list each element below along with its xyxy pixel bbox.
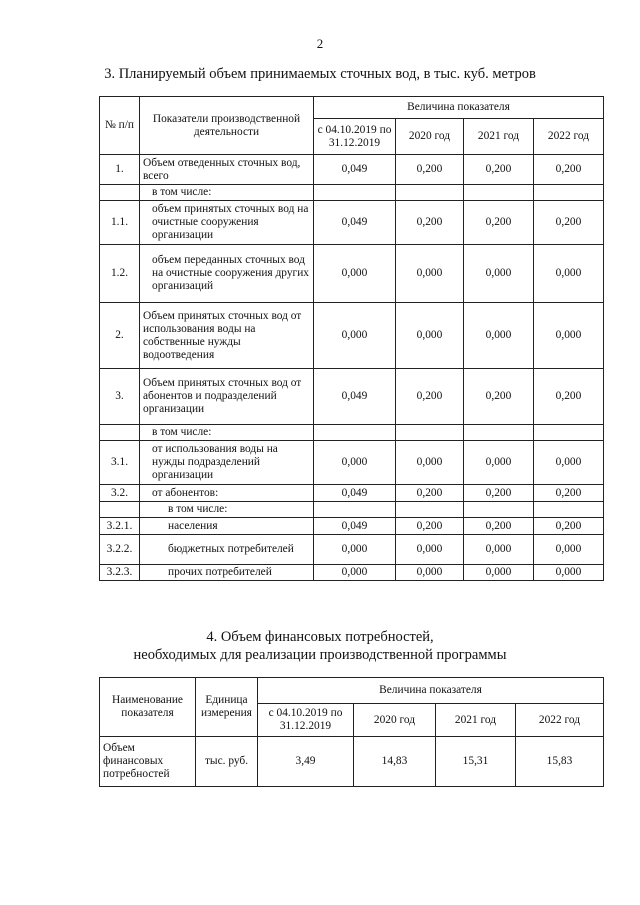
- value-cell: 0,200: [464, 369, 534, 425]
- row-number-cell: [100, 425, 140, 441]
- fin-value-cell: 15,83: [516, 737, 604, 787]
- row-label-cell: объем принятых сточных вод на очистные сооружения организации: [140, 201, 314, 245]
- header-num: № п/п: [100, 97, 140, 155]
- value-cell: [464, 502, 534, 518]
- table-row: [100, 303, 604, 369]
- section4-title-line1: 4. Объем финансовых потребностей,: [206, 629, 434, 645]
- value-cell: 0,200: [396, 485, 464, 502]
- fin-value-cell: 15,31: [436, 737, 516, 787]
- fin-value-cell: 14,83: [354, 737, 436, 787]
- row-label-cell: в том числе:: [140, 502, 314, 518]
- value-cell: [396, 425, 464, 441]
- fin-value-cell: 3,49: [258, 737, 354, 787]
- fin-header-2020: 2020 год: [354, 704, 436, 737]
- row-number-cell: [100, 502, 140, 518]
- row-label-cell: от использования воды на нужды подразделений организации: [140, 441, 314, 485]
- row-label-cell: Объем принятых сточных вод от использования воды на собственные нужды водоотведения: [140, 303, 314, 369]
- value-cell: 0,049: [314, 518, 396, 535]
- value-cell: 0,000: [314, 535, 396, 565]
- value-cell: 0,200: [396, 155, 464, 185]
- table-row: [100, 737, 604, 787]
- row-label-cell: прочих потребителей: [140, 565, 314, 581]
- value-cell: 0,200: [396, 201, 464, 245]
- row-number-cell: 3.1.: [100, 441, 140, 485]
- row-label-cell: Объем отведенных сточных вод, всего: [140, 155, 314, 185]
- table-row: [100, 425, 604, 441]
- value-cell: [534, 185, 604, 201]
- value-cell: 0,200: [534, 518, 604, 535]
- row-number-cell: 1.2.: [100, 245, 140, 303]
- value-cell: 0,000: [396, 565, 464, 581]
- value-cell: 0,000: [464, 535, 534, 565]
- value-cell: 0,049: [314, 155, 396, 185]
- row-label-cell: в том числе:: [140, 185, 314, 201]
- fin-unit-cell: тыс. руб.: [196, 737, 258, 787]
- value-cell: 0,000: [396, 245, 464, 303]
- value-cell: 0,049: [314, 485, 396, 502]
- value-cell: 0,000: [314, 441, 396, 485]
- value-cell: 0,000: [314, 245, 396, 303]
- row-number-cell: 1.1.: [100, 201, 140, 245]
- value-cell: [396, 502, 464, 518]
- value-cell: 0,200: [534, 369, 604, 425]
- value-cell: 0,000: [314, 565, 396, 581]
- table-row: [100, 155, 604, 185]
- value-cell: 0,049: [314, 369, 396, 425]
- financial-needs-table: [99, 677, 604, 787]
- value-cell: 0,000: [396, 441, 464, 485]
- value-cell: [314, 502, 396, 518]
- page-number: 2: [316, 36, 324, 51]
- row-number-cell: 3.2.1.: [100, 518, 140, 535]
- header-indicator: Показатели производственной деятельности: [140, 97, 314, 155]
- row-number-cell: 3.2.2.: [100, 535, 140, 565]
- row-number-cell: 3.2.: [100, 485, 140, 502]
- value-cell: 0,000: [464, 441, 534, 485]
- row-label-cell: бюджетных потребителей: [140, 535, 314, 565]
- section4-title: [0, 628, 640, 664]
- value-cell: 0,000: [396, 535, 464, 565]
- section4-title-line2: необходимых для реализации производственной программы: [133, 647, 507, 663]
- value-cell: [534, 502, 604, 518]
- header-value-group: Величина показателя: [314, 97, 604, 119]
- row-label-cell: от абонентов:: [140, 485, 314, 502]
- value-cell: 0,000: [396, 303, 464, 369]
- table-row: [100, 201, 604, 245]
- wastewater-volume-table: [99, 96, 604, 581]
- value-cell: 0,200: [534, 155, 604, 185]
- table-row: [100, 502, 604, 518]
- value-cell: 0,000: [534, 441, 604, 485]
- value-cell: 0,200: [396, 369, 464, 425]
- row-label-cell: в том числе:: [140, 425, 314, 441]
- value-cell: 0,000: [534, 303, 604, 369]
- value-cell: 0,200: [464, 518, 534, 535]
- value-cell: 0,200: [464, 201, 534, 245]
- table-row: [100, 441, 604, 485]
- table-row: [100, 245, 604, 303]
- fin-header-2021: 2021 год: [436, 704, 516, 737]
- value-cell: 0,000: [534, 565, 604, 581]
- fin-header-name: Наименование показателя: [100, 678, 196, 737]
- table-row: [100, 535, 604, 565]
- fin-header-unit: Единица измерения: [196, 678, 258, 737]
- value-cell: [314, 185, 396, 201]
- value-cell: 0,000: [464, 245, 534, 303]
- fin-header-2022: 2022 год: [516, 704, 604, 737]
- table-row: [100, 518, 604, 535]
- table-row: [100, 185, 604, 201]
- table-row: [100, 485, 604, 502]
- row-number-cell: [100, 185, 140, 201]
- value-cell: 0,200: [534, 201, 604, 245]
- header-2020: 2020 год: [396, 119, 464, 155]
- section3-title: 3. Планируемый объем принимаемых сточных вод, в тыс. куб. метров: [104, 66, 536, 82]
- value-cell: 0,200: [464, 485, 534, 502]
- table-row: [100, 565, 604, 581]
- row-label-cell: объем переданных сточных вод на очистные сооружения других организаций: [140, 245, 314, 303]
- fin-header-value-group: Величина показателя: [258, 678, 604, 704]
- value-cell: 0,000: [464, 565, 534, 581]
- header-period1: с 04.10.2019 по 31.12.2019: [314, 119, 396, 155]
- value-cell: 0,000: [314, 303, 396, 369]
- value-cell: 0,200: [396, 518, 464, 535]
- value-cell: [314, 425, 396, 441]
- value-cell: 0,200: [534, 485, 604, 502]
- value-cell: [534, 425, 604, 441]
- value-cell: [464, 185, 534, 201]
- row-label-cell: населения: [140, 518, 314, 535]
- table-row: [100, 369, 604, 425]
- value-cell: [464, 425, 534, 441]
- header-2021: 2021 год: [464, 119, 534, 155]
- value-cell: [396, 185, 464, 201]
- value-cell: 0,200: [464, 155, 534, 185]
- value-cell: 0,049: [314, 201, 396, 245]
- value-cell: 0,000: [464, 303, 534, 369]
- value-cell: 0,000: [534, 535, 604, 565]
- row-number-cell: 1.: [100, 155, 140, 185]
- row-label-cell: Объем принятых сточных вод от абонентов и подразделений организации: [140, 369, 314, 425]
- row-number-cell: 2.: [100, 303, 140, 369]
- fin-name-cell: Объем финансовых потребностей: [100, 737, 196, 787]
- row-number-cell: 3.2.3.: [100, 565, 140, 581]
- fin-header-period1: с 04.10.2019 по 31.12.2019: [258, 704, 354, 737]
- row-number-cell: 3.: [100, 369, 140, 425]
- header-2022: 2022 год: [534, 119, 604, 155]
- value-cell: 0,000: [534, 245, 604, 303]
